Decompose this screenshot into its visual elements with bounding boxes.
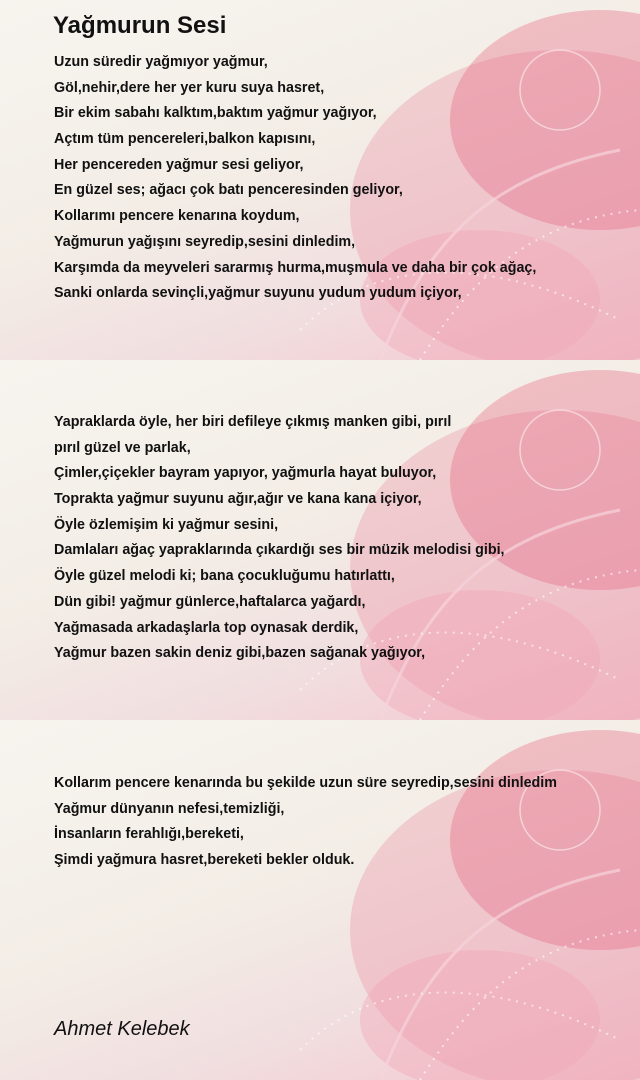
poem-line: pırıl güzel ve parlak, (54, 439, 191, 456)
poem-line: Damlaları ağaç yapraklarında çıkardığı ses bir müzik melodisi gibi, (54, 542, 505, 559)
poem-line: Öyle güzel melodi ki; bana çocukluğumu hatırlattı, (54, 568, 395, 585)
stanza-3 (54, 771, 557, 874)
stanza-1 (54, 50, 536, 307)
poem-line: En güzel ses; ağacı çok batı penceresinden geliyor, (54, 182, 403, 199)
poem-line: Kollarım pencere kenarında bu şekilde uzun süre seyredip,sesini dinledim (54, 775, 557, 791)
poem-line: Yağmasada arkadaşlarla top oynasak derdik, (54, 619, 359, 636)
poem-line: Yağmur dünyanın nefesi,temizliği, (54, 800, 285, 817)
poem-line: Dün gibi! yağmur günlerce,haftalarca yağardı, (54, 593, 366, 610)
poem-line: Şimdi yağmura hasret,bereketi bekler olduk. (54, 852, 355, 869)
stanza-2 (54, 410, 505, 667)
poem-author: Ahmet Kelebek (54, 1018, 190, 1040)
poem-line: İnsanların ferahlığı,bereketi, (54, 826, 244, 843)
poem-line: Yağmurun yağışını seyredip,sesini dinledim, (54, 233, 356, 250)
poem-line: Toprakta yağmur suyunu ağır,ağır ve kana kana içiyor, (54, 491, 422, 508)
poem-line: Yağmur bazen sakin deniz gibi,bazen sağanak yağıyor, (54, 645, 426, 662)
poem-line: Bir ekim sabahı kalktım,baktım yağmur yağıyor, (54, 105, 377, 122)
poem-title: Yağmurun Sesi (53, 12, 227, 39)
poem-line: Her pencereden yağmur sesi geliyor, (54, 156, 304, 173)
poem-line: Uzun süredir yağmıyor yağmur, (54, 54, 268, 70)
poem-line: Kollarımı pencere kenarına koydum, (54, 208, 300, 225)
poem-line: Çimler,çiçekler bayram yapıyor, yağmurla hayat buluyor, (54, 465, 437, 482)
poem-line: Göl,nehir,dere her yer kuru suya hasret, (54, 79, 325, 96)
poem-line: Yapraklarda öyle, her biri defileye çıkmış manken gibi, pırıl (54, 414, 452, 430)
poem-line: Öyle özlemişim ki yağmur sesini, (54, 516, 279, 533)
poem-line: Sanki onlarda sevinçli,yağmur suyunu yudum yudum içiyor, (54, 285, 462, 302)
poem-line: Açtım tüm pencereleri,balkon kapısını, (54, 131, 316, 148)
poem-line: Karşımda da meyveleri sararmış hurma,muşmula ve daha bir çok ağaç, (54, 259, 537, 276)
